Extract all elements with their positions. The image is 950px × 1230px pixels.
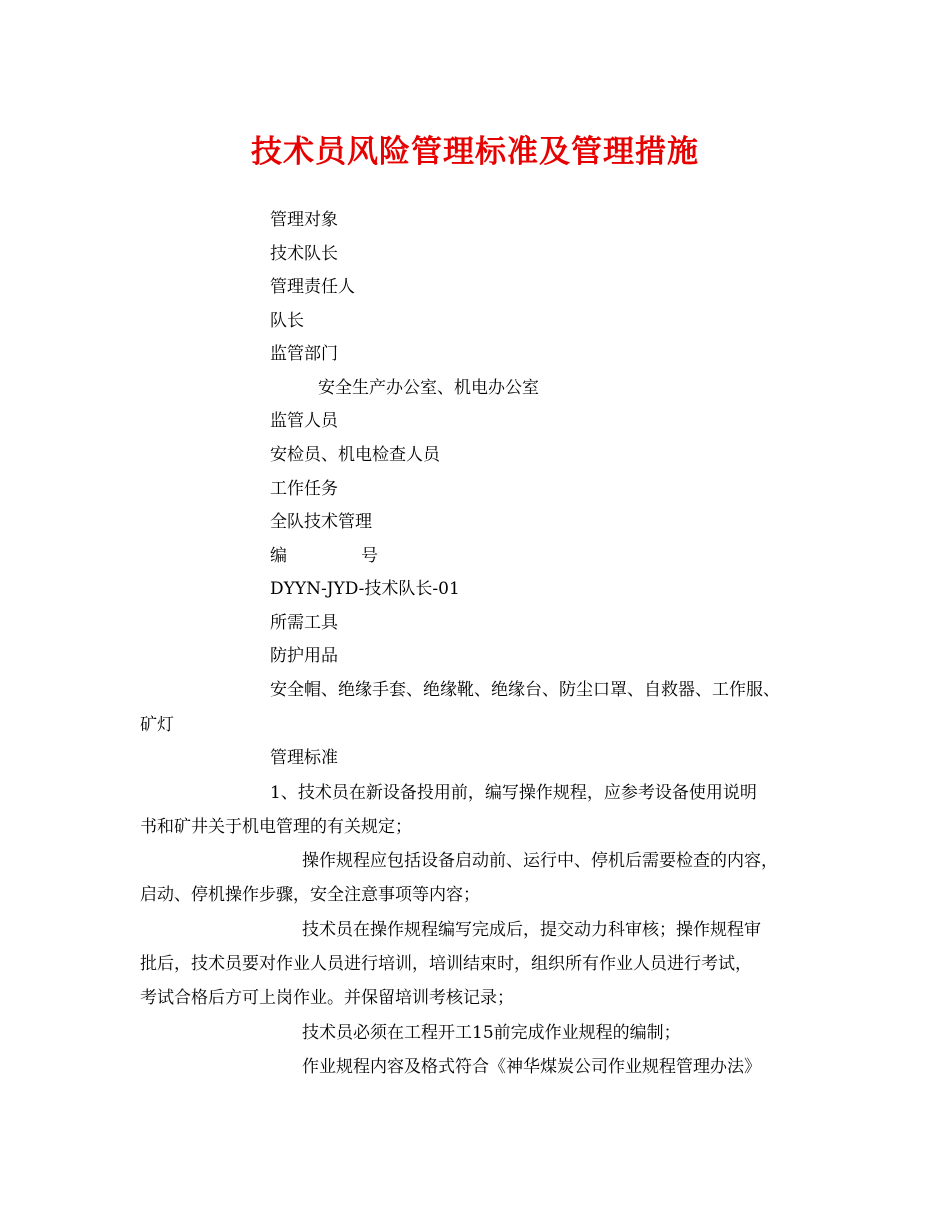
paragraph-2-line-2: 启动、停机操作步骤，安全注意事项等内容； (140, 885, 480, 905)
number-label (270, 545, 378, 567)
responsible-person-label: 管理责任人 (270, 277, 355, 297)
number-label-part-b: 号 (361, 546, 378, 566)
supervisor-label: 监管人员 (270, 411, 338, 431)
management-object-label: 管理对象 (270, 210, 338, 230)
responsible-person-value: 队长 (270, 311, 304, 331)
task-label: 工作任务 (270, 479, 338, 499)
paragraph-3-line-3: 考试合格后方可上岗作业。并保留培训考核记录； (140, 988, 514, 1008)
task-value: 全队技术管理 (270, 512, 372, 532)
supervisor-value: 安检员、机电检查人员 (270, 445, 440, 465)
paragraph-1-line-1: 1、技术员在新设备投用前，编写操作规程，应参考设备使用说明 (270, 783, 757, 803)
standard-label: 管理标准 (270, 748, 338, 768)
paragraph-4-line-1: 技术员必须在工程开工15前完成作业规程的编制； (302, 1023, 681, 1043)
management-object-value: 技术队长 (270, 244, 338, 264)
paragraph-3-line-1: 技术员在操作规程编写完成后，提交动力科审核；操作规程审 (302, 920, 761, 940)
paragraph-3-line-2: 批后，技术员要对作业人员进行培训，培训结束时，组织所有作业人员进行考试， (140, 954, 752, 974)
ppe-value-line2: 矿灯 (140, 715, 174, 735)
supervising-dept-label: 监管部门 (270, 344, 338, 364)
tools-label: 所需工具 (270, 613, 338, 633)
number-value: DYYN-JYD-技术队长-01 (270, 579, 460, 599)
supervising-dept-value: 安全生产办公室、机电办公室 (318, 378, 539, 398)
paragraph-5-line-1: 作业规程内容及格式符合《神华煤炭公司作业规程管理办法》 (302, 1057, 761, 1077)
ppe-value-line1: 安全帽、绝缘手套、绝缘靴、绝缘台、防尘口罩、自救器、工作服、 (270, 680, 780, 700)
ppe-label: 防护用品 (270, 646, 338, 666)
number-label-part-a: 编 (270, 546, 287, 566)
document-title: 技术员风险管理标准及管理措施 (251, 134, 699, 170)
paragraph-1-line-2: 书和矿井关于机电管理的有关规定； (140, 817, 412, 837)
paragraph-2-line-1: 操作规程应包括设备启动前、运行中、停机后需要检查的内容， (302, 851, 778, 871)
